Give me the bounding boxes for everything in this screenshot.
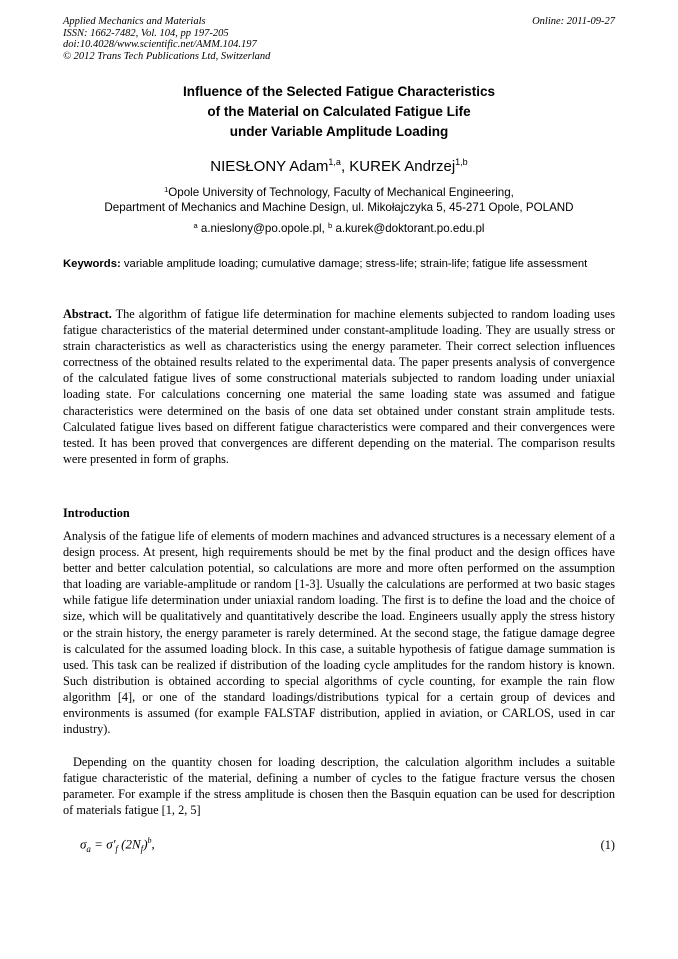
introduction-paragraph-1: Analysis of the fatigue life of elements of modern machines and advanced structures is a necessary element of a design process. At present, high requirements should be met by the final product and the design offices have better and better calculation potential, so calculations are more and more often performed on the assumption that loading are variable-amplitude or random [1-3]. Usually the calculations are performed at two basic stages while fatigue life determination under uniaxial random loading. The first is to define the load and the choice of size, which will be qualitatively and quantitatively describe the load. Engineers usually apply the stress history or the strain history, the energy parameter is rarely determined. At the second stage, the fatigue damage degree is calculated for the assumed loading block. In this case, a suitable hypothesis of fatigue damage summation is used. This task can be realized if distribution of the loading cycle amplitudes for the random history is known. Such distribution is obtained according to special algorithms of cycle counting, for example the rain flow algorithm [4], or one of the standard loadings/distributions typical for a certain group of devices and environments is assumed (for example FALSTAF distribution, applied in aviation, or CARLOS, used in car industry). [63,529,615,737]
doi-line: doi:10.4028/www.scientific.net/AMM.104.197 [63,39,257,50]
eq-sigma: σ [80,836,87,852]
email-a[interactable]: a.nieslony@po.opole.pl, [197,222,329,235]
author-2: KUREK Andrzej [349,158,456,175]
eq-paren-open: (2N [117,836,141,852]
email-b-mark: b [328,221,333,230]
email-list [63,221,615,236]
title-line-1: Influence of the Selected Fatigue Characteristics [182,84,496,99]
affiliation-line-2: Department of Mechanics and Machine Design, ul. Mikołajczyka 5, 45-271 Opole, POLAND [104,201,574,214]
author-2-affiliation-mark: 1,b [455,157,468,167]
abstract-label: Abstract. [63,307,112,321]
email-b[interactable]: a.kurek@doktorant.po.edu.pl [332,222,485,235]
eq-paren-close: ) [143,836,148,852]
keywords [63,257,615,271]
author-1: NIESŁONY Adam [210,158,329,175]
title-line-2: of the Material on Calculated Fatigue Life [207,104,471,119]
author-separator: , [340,158,350,175]
author-1-affiliation-mark: 1,a [328,157,341,167]
affiliation-mark: 1 [164,185,169,194]
eq-sub-a: a [86,843,91,854]
online-date: Online: 2011-09-27 [532,16,615,27]
journal-name: Applied Mechanics and Materials [63,16,206,27]
affiliation-line-1-text: Opole University of Technology, Faculty of Mechanical Engineering, [168,186,514,199]
keywords-text: variable amplitude loading; cumulative damage; stress-life; strain-life; fatigue life assessment [120,258,588,270]
eq-comma: , [151,836,155,852]
keywords-label: Keywords: [63,258,121,270]
section-heading-introduction: Introduction [63,506,130,520]
eq-sigma-prime: σ' [106,836,116,852]
basquin-equation [80,836,155,854]
title-line-3: under Variable Amplitude Loading [229,124,449,139]
introduction-paragraph-2: Depending on the quantity chosen for loading description, the calculation algorithm includes a suitable fatigue characteristic of the material, defining a number of cycles to the fatigue fracture versus the chosen parameter. For example if the stress amplitude is chosen then the Basquin equation can be used for description of materials fatigue [1, 2, 5] [63,755,615,818]
email-a-mark: a [193,221,198,230]
paper-title [63,82,615,142]
copyright-line: © 2012 Trans Tech Publications Ltd, Switzerland [63,50,271,62]
abstract [63,306,615,467]
eq-equals: = [90,836,107,852]
journal-header [63,16,615,62]
affiliation [63,185,615,215]
issn-line: ISSN: 1662-7482, Vol. 104, pp 197-205 [63,27,229,39]
author-list [63,158,615,176]
affiliation-line-1 [63,185,615,200]
abstract-text: The algorithm of fatigue life determination for machine elements subjected to random loading uses fatigue characteristics of the material determined under constant-amplitude loading. They are usually stress or strain characteristics as well as characteristics using the energy parameter. Their correct selection influences correctness of the obtained results related to the experimental data. The paper presents analysis of convergence of the calculated fatigue lives of some constructional materials subjected to random loading under uniaxial loading state. For calculations concerning one material the same loading state was assumed and fatigue characteristics were determined on the basis of one data set obtained under constant strain amplitude tests. Calculated fatigue lives based on different fatigue characteristics were compared and their convergences were tested. It has been proved that convergences are different depending on the material. The comparison results were presented in form of graphs. [63,307,615,466]
eq-sub-f2: f [140,843,144,854]
equation-number: (1) [600,838,615,852]
equation-1 [80,836,615,858]
eq-sub-f: f [115,843,118,854]
eq-exponent-b: b [147,836,152,845]
